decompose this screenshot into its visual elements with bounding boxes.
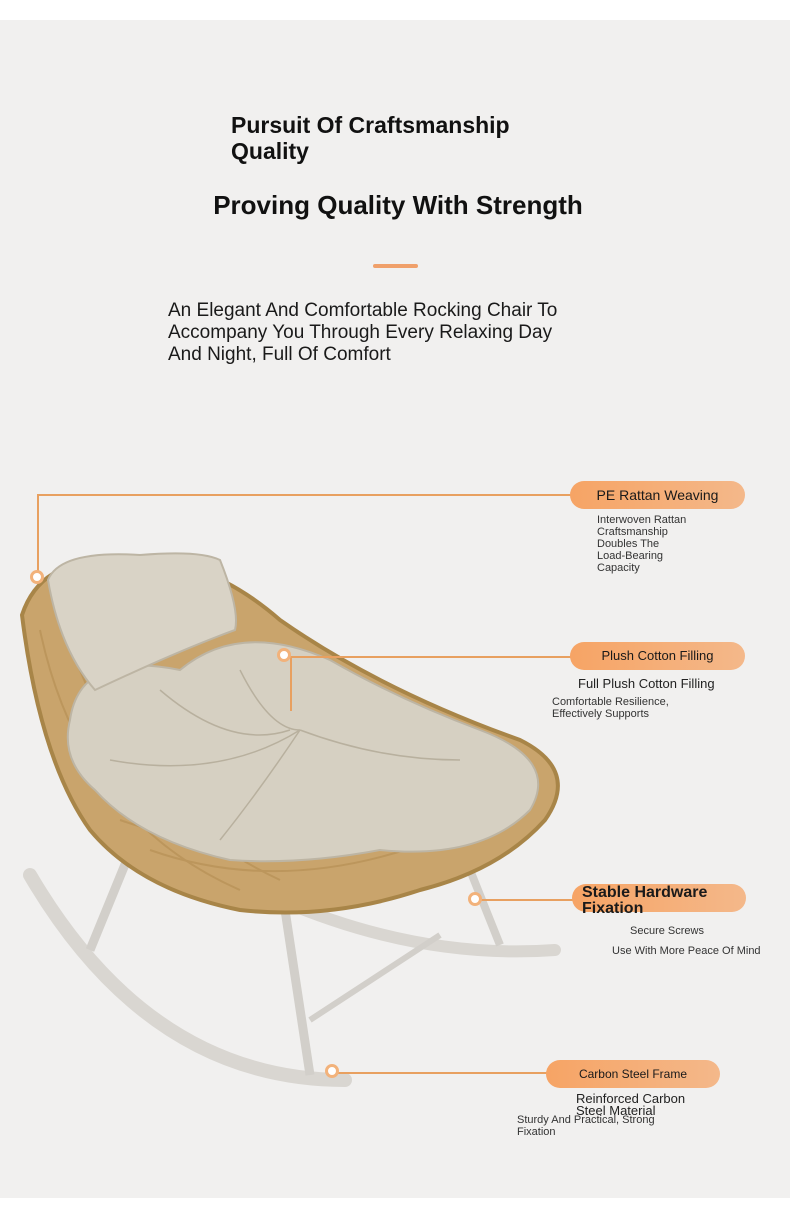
- title-line-1: Pursuit Of Craftsmanship: [231, 112, 510, 138]
- frame-detail-1: Sturdy And Practical, Strong: [517, 1114, 655, 1126]
- hardware-detail-1: Secure Screws: [630, 925, 704, 937]
- hardware-label-line-2: Fixation: [582, 900, 644, 917]
- product-description: [168, 300, 628, 366]
- hardware-label-line-1: Stable Hardware: [582, 884, 708, 901]
- cotton-hotspot: [277, 648, 291, 662]
- rattan-detail-5: Capacity: [597, 562, 640, 574]
- frame-heading-line-1: Reinforced Carbon: [576, 1091, 686, 1106]
- description-line-2: Accompany You Through Every Relaxing Day: [168, 322, 553, 343]
- page-title: [231, 112, 551, 164]
- frame-hotspot: [325, 1064, 339, 1078]
- page-subtitle: Proving Quality With Strength: [213, 190, 583, 220]
- cross-bar: [310, 935, 440, 1020]
- rattan-leader-drop: [37, 494, 39, 574]
- frame-feature-details: [517, 1114, 697, 1138]
- cotton-detail-2: Effectively Supports: [552, 708, 650, 720]
- product-feature-panel: [0, 20, 790, 1198]
- hardware-hotspot: [468, 892, 482, 906]
- cotton-detail-1: Comfortable Resilience,: [552, 696, 669, 708]
- rattan-detail-4: Load-Bearing: [597, 550, 664, 562]
- rattan-feature-details: [597, 514, 717, 574]
- frame-feature-badge: Carbon Steel Frame: [546, 1060, 720, 1088]
- cotton-feature-details: [552, 696, 732, 720]
- rattan-feature-badge: PE Rattan Weaving: [570, 481, 745, 509]
- frame-detail-2: Fixation: [517, 1126, 556, 1138]
- cotton-leader-line: [284, 656, 572, 658]
- title-line-2: Quality: [231, 138, 309, 164]
- accent-divider: [373, 264, 418, 268]
- cotton-leader-drop: [290, 656, 292, 711]
- hardware-feature-badge: [572, 884, 746, 917]
- frame-leader-line: [333, 1072, 548, 1074]
- cotton-feature-heading: Full Plush Cotton Filling: [578, 676, 715, 691]
- rocking-chair-illustration: [0, 520, 600, 1120]
- rattan-hotspot: [30, 570, 44, 584]
- description-line-1: An Elegant And Comfortable Rocking Chair To: [168, 300, 558, 321]
- front-leg-right: [285, 910, 310, 1075]
- cotton-feature-badge: Plush Cotton Filling: [570, 642, 745, 670]
- back-leg: [470, 870, 500, 945]
- description-line-3: And Night, Full Of Comfort: [168, 344, 391, 365]
- rattan-detail-3: Doubles The: [597, 538, 660, 550]
- rattan-detail-2: Craftsmanship: [597, 526, 668, 538]
- frame-heading-line-2: Steel Material: [576, 1103, 656, 1118]
- rattan-detail-1: Interwoven Rattan: [597, 514, 687, 526]
- hardware-detail-2: Use With More Peace Of Mind: [612, 945, 761, 957]
- hardware-leader-line: [475, 899, 575, 901]
- rattan-leader-line: [37, 494, 572, 496]
